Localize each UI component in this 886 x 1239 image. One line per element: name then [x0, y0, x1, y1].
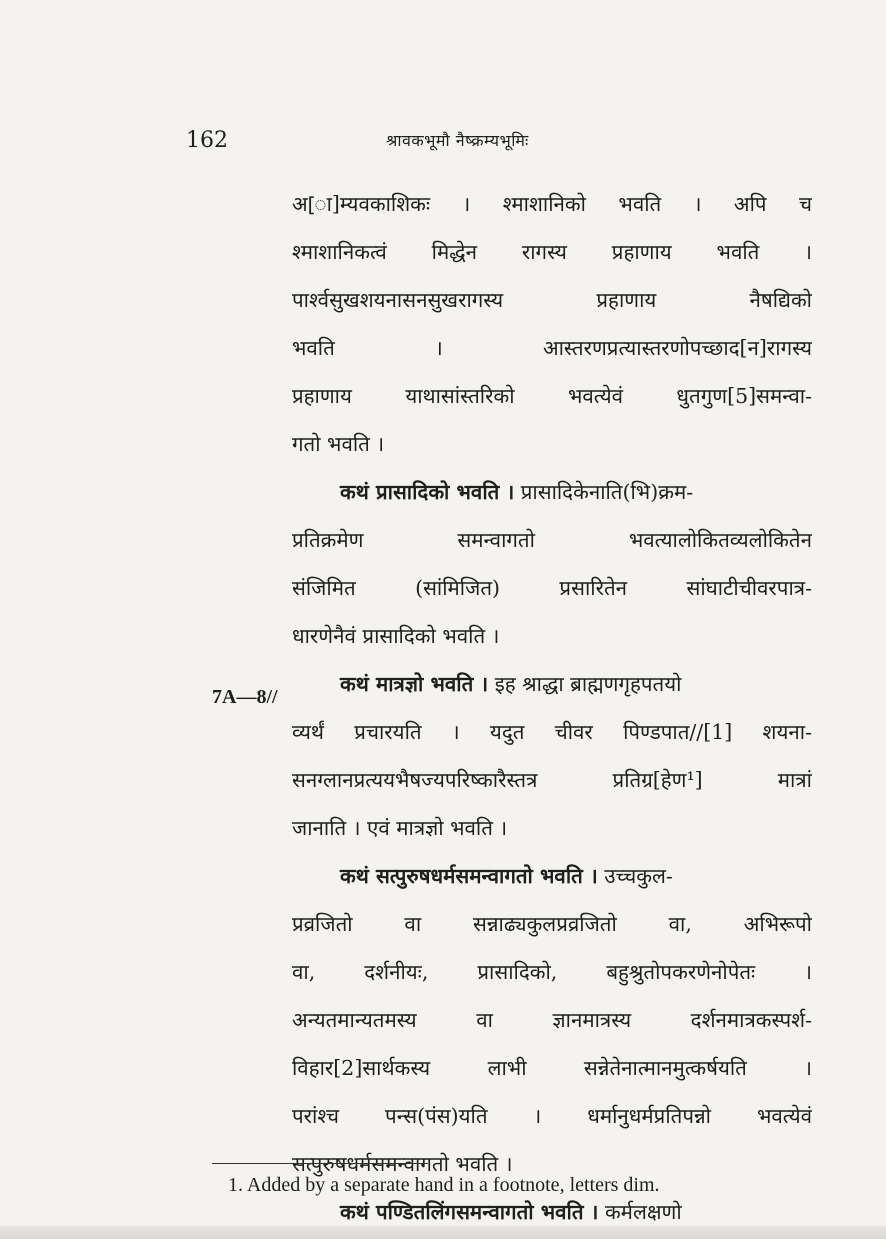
section-heading: कथं पण्डितलिंगसमन्वागतो भवति । [340, 1200, 599, 1224]
text-line: व्यर्थं प्रचारयति । यदुत चीवर पिण्डपात//[1] शयना- [292, 720, 812, 744]
page-number: 162 [186, 128, 228, 153]
text-line: सनग्लानप्रत्ययभैषज्यपरिष्कारैस्तत्र प्रतिग्र[हेण¹] मात्रां [292, 768, 812, 792]
section-heading: कथं प्रासादिको भवति । [340, 480, 515, 504]
body-text [292, 180, 812, 1236]
line-text: प्रासादिकेनाति(भि)क्रम- [514, 480, 694, 504]
text-line: संजिमित (सांमिजित) प्रसारितेन सांघाटीचीवरपात्र- [292, 576, 812, 600]
footnote-divider [212, 1163, 428, 1164]
text-line: धारणेनैवं प्रासादिको भवति । [292, 624, 500, 648]
text-line: पार्श्वसुखशयनासनसुखरागस्य प्रहाणाय नैषद्यिको [292, 288, 812, 312]
line-text: उच्चकुल- [597, 864, 673, 888]
line-text: इह श्राद्धा ब्राह्मणगृहपतयो [488, 672, 682, 696]
text-line [292, 468, 812, 516]
text-line: सत्पुरुषधर्मसमन्वागतो भवति । [292, 1152, 513, 1176]
text-line: अन्यतमान्यतमस्य वा ज्ञानमात्रस्य दर्शनमात्रकस्पर्श- [292, 1008, 812, 1032]
text-line: अ[ा]म्यवकाशिकः । श्माशानिको भवति । अपि च [292, 192, 812, 216]
text-line: गतो भवति । [292, 432, 385, 456]
text-line: प्रतिक्रमेण समन्वागतो भवत्यालोकितव्यलोकितेन [292, 528, 812, 552]
text-line [292, 660, 812, 708]
text-line: श्माशानिकत्वं मिद्धेन रागस्य प्रहाणाय भवति । [292, 240, 812, 264]
text-line: वा, दर्शनीयः, प्रासादिको, बहुश्रुतोपकरणेनोपेतः । [292, 960, 812, 984]
scan-bottom-edge [0, 1226, 886, 1239]
text-line: प्रहाणाय याथासांस्तरिको भवत्येवं धुतगुण[5]समन्वा- [292, 384, 812, 408]
section-heading: कथं मात्रज्ञो भवति । [340, 672, 489, 696]
text-line: विहार[2]सार्थकस्य लाभी सन्नेतेनात्मानमुत्कर्षयति । [292, 1056, 812, 1080]
page-header [0, 126, 886, 160]
text-line: प्रव्रजितो वा सन्नाढ्यकुलप्रव्रजितो वा, अभिरूपो [292, 912, 812, 936]
text-line: जानाति । एवं मात्रज्ञो भवति । [292, 816, 508, 840]
folio-margin-note: 7A—8// [212, 686, 278, 708]
text-line: परांश्च पन्स(पंस)यति । धर्मानुधर्मप्रतिपन्नो भवत्येवं [292, 1104, 812, 1128]
text-line [292, 852, 812, 900]
footnote: 1. Added by a separate hand in a footnote, letters dim. [228, 1174, 660, 1196]
line-text: कर्मलक्षणो [598, 1200, 682, 1224]
running-head: श्रावकभूमौ नैष्क्रम्यभूमिः [386, 131, 529, 150]
text-line: भवति । आस्तरणप्रत्यास्तरणोपच्छाद[न]रागस्य [292, 336, 812, 360]
section-heading: कथं सत्पुरुषधर्मसमन्वागतो भवति । [340, 864, 598, 888]
